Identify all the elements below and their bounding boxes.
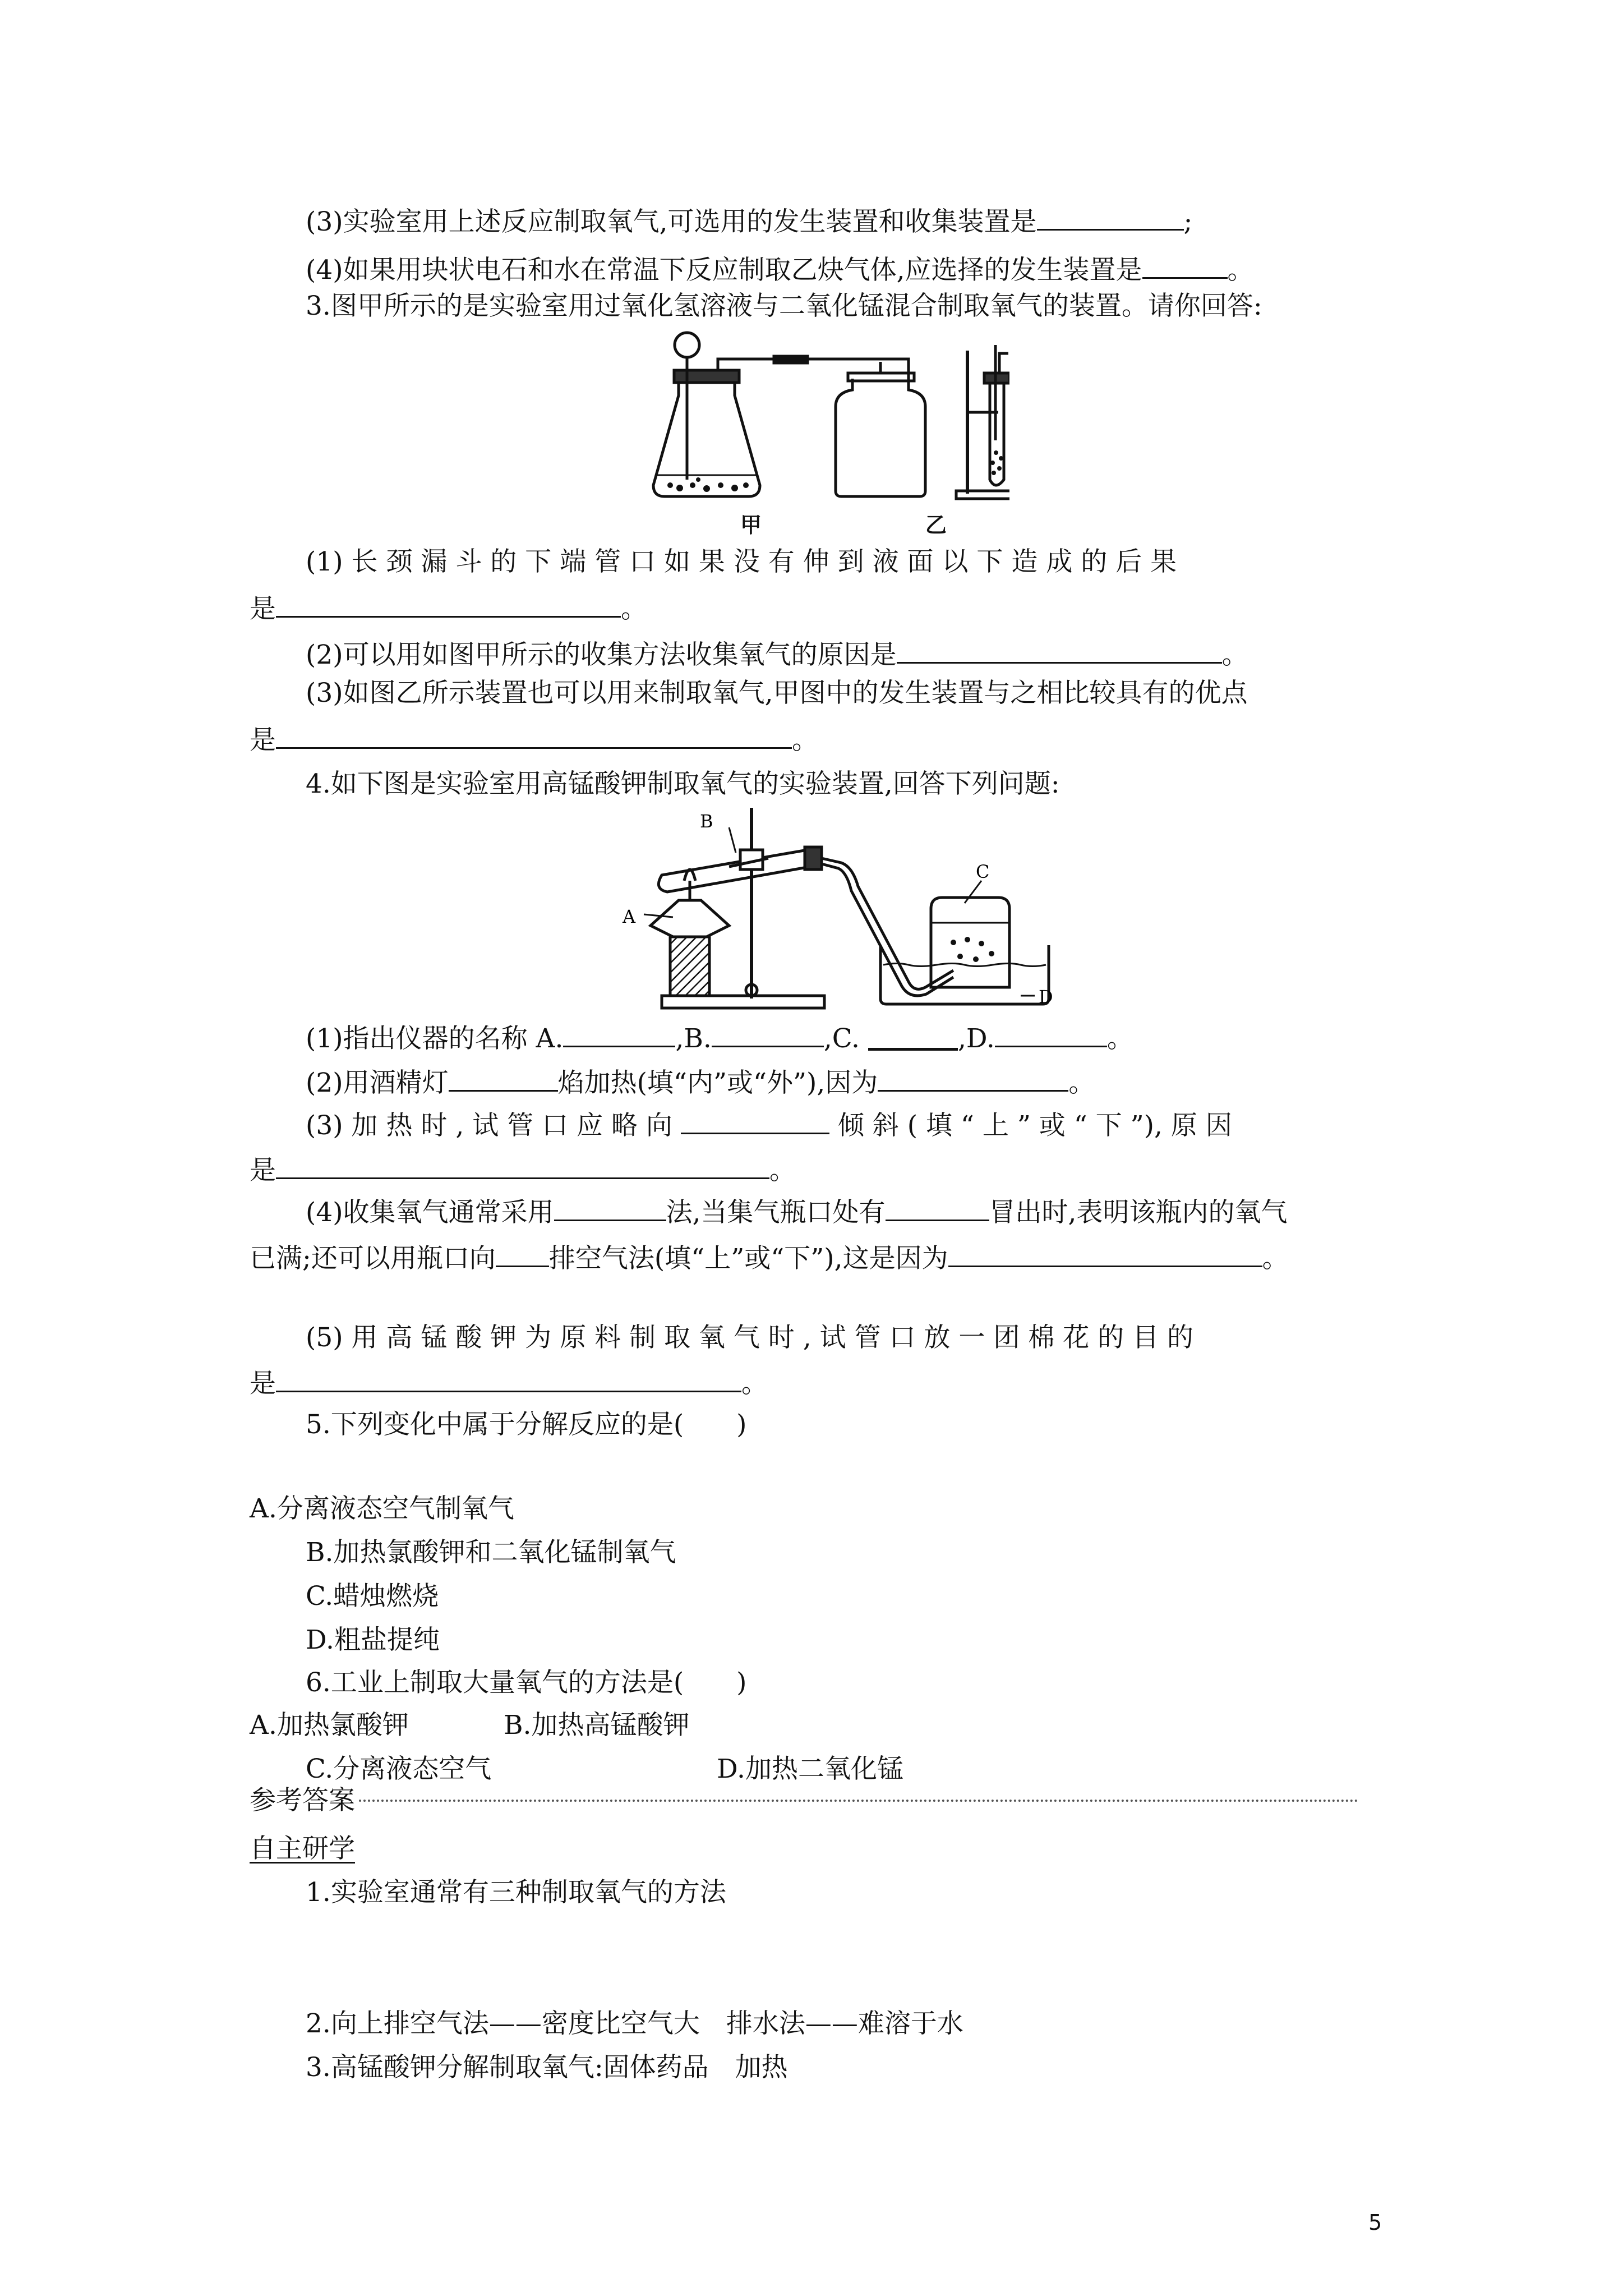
gas-bottle: [836, 379, 925, 496]
question-5: 5.下列变化中属于分解反应的是( ): [306, 1409, 747, 1440]
answer-blank[interactable]: [681, 1107, 829, 1134]
question-3-1-cont: 是 。: [250, 590, 647, 626]
section-heading: 自主研学: [250, 1833, 355, 1864]
question-3-3-cont: 是 。: [250, 721, 818, 757]
funnel-bulb: [675, 333, 699, 357]
flask-stopper: [674, 370, 739, 383]
answer-blank[interactable]: [276, 590, 621, 618]
answer-blank-c[interactable]: [868, 1031, 958, 1051]
caption-jia: 甲: [740, 513, 762, 537]
answer-blank-d[interactable]: [995, 1020, 1107, 1047]
question-3-2: (2)可以用如图甲所示的收集方法收集氧气的原因是 。: [306, 636, 1248, 672]
apparatus-figure-1: [645, 328, 1009, 553]
stand-base: [662, 996, 824, 1008]
question-2-4: (4)如果用块状电石和水在常温下反应制取乙炔气体,应选择的发生装置是 。: [306, 251, 1254, 287]
question-3-1: (1) 长 颈 漏 斗 的 下 端 管 口 如 果 没 有 伸 到 液 面 以 下 造 成 的 后 果: [306, 546, 1177, 577]
conical-flask: [653, 379, 760, 496]
label-d: D: [1039, 986, 1053, 1007]
answer-blank-b[interactable]: [712, 1020, 824, 1047]
answer-blank[interactable]: [449, 1064, 558, 1092]
question-4-3: (3) 加 热 时 , 试 管 口 应 略 向 倾 斜 ( 填 “ 上 ” 或 “ 下 ”), 原 因: [306, 1107, 1232, 1143]
answer-blank[interactable]: [1037, 203, 1184, 231]
question-2-3: (3)实验室用上述反应制取氧气,可选用的发生装置和收集装置是 ;: [306, 203, 1192, 239]
question-4-2: (2)用酒精灯 焰加热(填“内”或“外”),因为 。: [306, 1064, 1095, 1100]
option-5a[interactable]: A.分离液态空气制氧气: [250, 1493, 514, 1524]
label-b: B: [700, 811, 713, 832]
option-6a[interactable]: A.加热氯酸钾: [250, 1710, 409, 1741]
answer-blank[interactable]: [554, 1194, 666, 1221]
question-4: 4.如下图是实验室用高锰酸钾制取氧气的实验装置,回答下列问题:: [306, 769, 1060, 799]
question-4-1: (1)指出仪器的名称 A. ,B. ,C. ,D. 。: [306, 1020, 1133, 1056]
question-3-3: (3)如图乙所示装置也可以用来制取氧气,甲图中的发生装置与之相比较具有的优点: [306, 678, 1248, 708]
label-a: A: [623, 906, 636, 927]
answer-1: 1.实验室通常有三种制取氧气的方法: [306, 1877, 726, 1908]
answer-blank[interactable]: [886, 1194, 989, 1221]
apparatus-figure-2: [617, 797, 1077, 1021]
caption-yi: 乙: [925, 513, 947, 537]
answers-title: 参考答案: [250, 1785, 355, 1816]
answer-blank[interactable]: [948, 1240, 1262, 1267]
question-3: 3.图甲所示的是实验室用过氧化氢溶液与二氧化锰混合制取氧气的装置。请你回答:: [306, 291, 1262, 321]
dotted-divider: [359, 1800, 1358, 1802]
question-4-5: (5) 用 高 锰 酸 钾 为 原 料 制 取 氧 气 时 , 试 管 口 放 一 团 棉 花 的 目 的: [306, 1322, 1194, 1353]
answer-blank[interactable]: [276, 1152, 769, 1179]
answer-blank[interactable]: [878, 1064, 1068, 1092]
option-5d[interactable]: D.粗盐提纯: [306, 1625, 440, 1655]
option-5c[interactable]: C.蜡烛燃烧: [306, 1581, 439, 1612]
question-6: 6.工业上制取大量氧气的方法是( ): [306, 1667, 747, 1698]
answer-blank-a[interactable]: [563, 1020, 675, 1047]
alcohol-lamp: [651, 900, 729, 937]
answer-blank[interactable]: [276, 1365, 741, 1392]
page-number: 5: [1368, 2210, 1382, 2235]
label-c: C: [976, 861, 990, 882]
answer-blank[interactable]: [276, 721, 792, 749]
answer-2: 2.向上排空气法——密度比空气大 排水法——难溶于水: [306, 2008, 963, 2039]
option-6c[interactable]: C.分离液态空气: [306, 1754, 492, 1784]
question-4-5-cont: 是 。: [250, 1365, 768, 1401]
option-5b[interactable]: B.加热氯酸钾和二氧化锰制氧气: [306, 1537, 676, 1568]
question-4-4: (4)收集氧气通常采用 法,当集气瓶口处有 冒出时,表明该瓶内的氧气: [306, 1194, 1287, 1230]
question-4-3-cont: 是 。: [250, 1152, 796, 1188]
heated-test-tube: [658, 850, 810, 892]
question-4-4-cont: 已满;还可以用瓶口向 排空气法(填“上”或“下”),这是因为 。: [250, 1240, 1289, 1276]
answer-blank[interactable]: [1142, 251, 1228, 279]
answer-3: 3.高锰酸钾分解制取氧气:固体药品 加热: [306, 2052, 788, 2083]
option-6b[interactable]: B.加热高锰酸钾: [504, 1710, 690, 1741]
option-6d[interactable]: D.加热二氧化锰: [717, 1754, 903, 1784]
answer-blank[interactable]: [496, 1240, 549, 1267]
answer-blank[interactable]: [897, 636, 1222, 664]
gas-collecting-bottle: [931, 898, 1009, 987]
